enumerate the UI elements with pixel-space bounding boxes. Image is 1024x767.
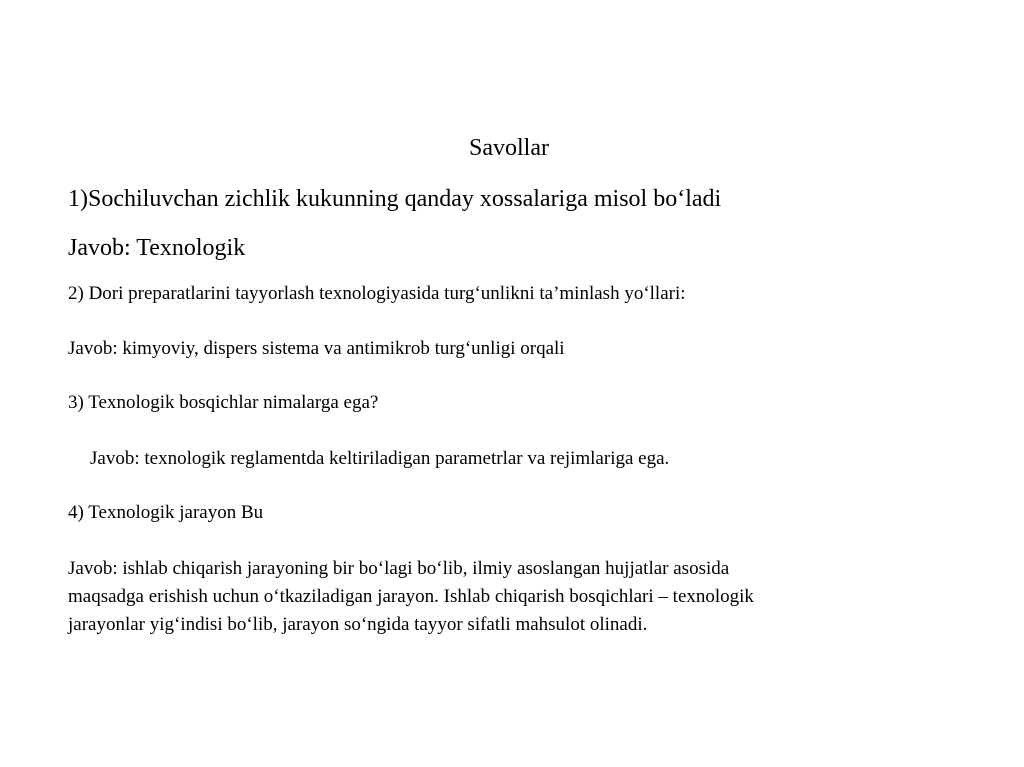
answer-4-line: maqsadga erishish uchun o‘tkaziladigan jarayon. Ishlab chiqarish bosqichlari – texnologik bbox=[68, 586, 754, 607]
slide-title: Savollar bbox=[469, 135, 549, 161]
answer-4 bbox=[68, 555, 968, 639]
answer-4-line: Javob: ishlab chiqarish jarayoning bir bo‘lagi bo‘lib, ilmiy asoslangan hujjatlar asosida bbox=[68, 558, 730, 579]
question-1: 1)Sochiluvchan zichlik kukunning qanday xossalariga misol bo‘ladi bbox=[68, 186, 722, 212]
answer-4-line: jarayonlar yig‘indisi bo‘lib, jarayon so‘ngida tayyor sifatli mahsulot olinadi. bbox=[68, 614, 648, 635]
answer-3: Javob: texnologik reglamentda keltiriladigan parametrlar va rejimlariga ega. bbox=[90, 448, 670, 469]
answer-1: Javob: Texnologik bbox=[68, 235, 246, 261]
question-3: 3) Texnologik bosqichlar nimalarga ega? bbox=[68, 392, 379, 413]
answer-2: Javob: kimyoviy, dispers sistema va antimikrob turg‘unligi orqali bbox=[68, 338, 565, 359]
question-2: 2) Dori preparatlarini tayyorlash texnologiyasida turg‘unlikni ta’minlash yo‘llari: bbox=[68, 283, 686, 304]
question-4: 4) Texnologik jarayon Bu bbox=[68, 502, 264, 523]
